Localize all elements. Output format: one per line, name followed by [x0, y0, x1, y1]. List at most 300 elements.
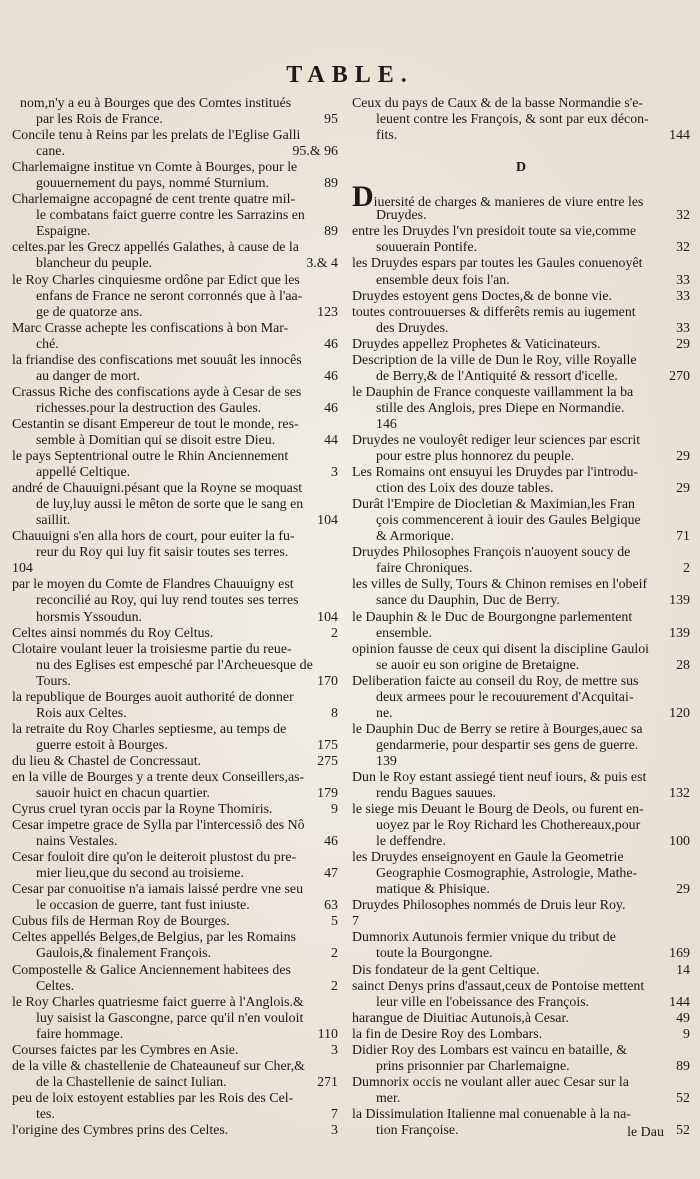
index-entry-line — [12, 144, 338, 160]
page-reference: 46 — [324, 336, 338, 352]
entry-text: toute la Bourgongne. — [376, 946, 493, 962]
page-reference: 123 — [317, 304, 338, 320]
entry-text: le occasion de guerre, tant fust iniuste. — [36, 898, 250, 914]
entry-text: Charlemaigne accopagné de cent trente quatre mil- — [12, 192, 296, 208]
index-entry-line — [12, 513, 338, 529]
index-entry-line — [12, 208, 338, 224]
index-entry-line — [12, 417, 338, 433]
entry-text: Deliberation faicte au conseil du Roy, de mettre sus — [352, 673, 639, 689]
index-entry-line — [352, 722, 690, 738]
index-entry-line — [12, 481, 338, 497]
entry-text: peu de loix estoyent establies par les Rois des Cel- — [12, 1090, 294, 1106]
entry-text: 7 — [352, 914, 359, 930]
entry-text: gendarmerie, pour despartir ses gens de guerre. — [376, 737, 639, 753]
index-entry-line — [352, 706, 690, 722]
entry-text: uoyez par le Roy Richard les Chothereaux,pour — [376, 818, 641, 834]
index-entry-line — [352, 882, 690, 898]
entry-text: Druydes. — [376, 208, 427, 224]
entry-text: la friandise des confiscations met souuât les innocês — [12, 352, 302, 368]
index-entry-line — [352, 1011, 690, 1027]
page-reference: 89 — [324, 224, 338, 240]
entry-text: ensemble. — [376, 625, 432, 641]
index-entry-line — [352, 481, 690, 497]
index-entry-line — [352, 626, 690, 642]
page-reference: 46 — [324, 368, 338, 384]
entry-text: Druydes estoyent gens Doctes,& de bonne vie. — [352, 288, 613, 304]
index-entry-line — [12, 1107, 338, 1123]
index-entry-line — [12, 305, 338, 321]
index-entry-line — [12, 353, 338, 369]
entry-text: Dis fondateur de la gent Celtique. — [352, 962, 540, 978]
entry-text: Espaigne. — [36, 224, 91, 240]
entry-text: ché. — [36, 336, 59, 352]
index-entry-line — [352, 561, 690, 577]
index-entry-line — [12, 465, 338, 481]
page-reference: 170 — [317, 673, 338, 689]
index-entry-line — [352, 834, 690, 850]
index-entry-line — [12, 754, 338, 770]
entry-text: D — [515, 160, 527, 176]
entry-text: le Dauphin & le Duc de Bourgongne parlementent — [352, 609, 633, 625]
page-reference: 44 — [324, 432, 338, 448]
index-entry-line — [12, 160, 338, 176]
index-entry-line — [352, 593, 690, 609]
entry-text: Concile tenu à Reins par les prelats de l'Eglise Galli — [12, 128, 301, 144]
entry-text: Les Romains ont ensuyui les Druydes par l'introdu- — [352, 465, 639, 481]
page-reference: 29 — [676, 336, 690, 352]
index-entry-line — [12, 192, 338, 208]
page-reference: 33 — [676, 320, 690, 336]
entry-text: Cubus fils de Herman Roy de Bourges. — [12, 914, 230, 930]
entry-text: Clotaire voulant leuer la troisiesme partie du reue- — [12, 641, 292, 657]
page-reference: 63 — [324, 898, 338, 914]
page-reference: 3 — [331, 465, 338, 481]
entry-text: 139 — [376, 753, 397, 769]
entry-text: 104 — [12, 561, 33, 577]
index-entry-line — [12, 898, 338, 914]
entry-text: Cesar impetre grace de Sylla par l'intercessiô des Nô — [12, 818, 305, 834]
entry-text: celtes.par les Grecz appellés Galathes, à cause de la — [12, 240, 299, 256]
index-entry-line — [352, 289, 690, 305]
entry-text: mier lieu,que du second au troisieme. — [36, 866, 244, 882]
index-entry-line — [12, 610, 338, 626]
index-entry-line — [352, 1091, 690, 1107]
index-entry-line — [12, 128, 338, 144]
entry-text: de Berry,& de l'Antiquité & ressort d'icelle. — [376, 368, 618, 384]
entry-text: Didier Roy des Lombars est vaincu en bataille, & — [352, 1042, 628, 1058]
index-entry-line — [352, 914, 690, 930]
entry-text: mer. — [376, 1090, 401, 1106]
page-reference: 104 — [317, 513, 338, 529]
index-entry-line — [352, 385, 690, 401]
index-entry-line — [352, 305, 690, 321]
page-reference: 46 — [324, 400, 338, 416]
entry-text: cane. — [36, 144, 65, 160]
index-entry-line — [352, 160, 690, 176]
page-reference: 29 — [676, 882, 690, 898]
entry-text: Druydes Philosophes nommés de Druis leur Roy. — [352, 898, 626, 914]
index-entry-line — [352, 610, 690, 626]
entry-text: de luy,luy aussi le mêton de sorte que le sang en — [36, 497, 304, 513]
index-entry-line — [352, 658, 690, 674]
entry-text: le pays Septentrional outre le Rhin Anciennement — [12, 449, 289, 465]
entry-text: horsmis Yssoudun. — [36, 609, 142, 625]
entry-text: Dun le Roy estant assiegé tient neuf iours, & puis est — [352, 769, 647, 785]
index-entry-line — [12, 1043, 338, 1059]
entry-text: enfans de France ne seront corronnés que à l'aa- — [36, 288, 303, 304]
page-reference: 144 — [669, 128, 690, 144]
index-entry-line — [12, 642, 338, 658]
index-entry-line — [352, 417, 690, 433]
entry-text: par le moyen du Comte de Flandres Chauuigny est — [12, 577, 294, 593]
page-reference: 270 — [669, 368, 690, 384]
entry-text: ensemble deux fois l'an. — [376, 272, 510, 288]
index-entry-line — [352, 995, 690, 1011]
page-reference: 3.& 4 — [306, 256, 338, 272]
index-entry-line — [12, 850, 338, 866]
page-reference: 110 — [317, 1026, 338, 1042]
index-entry-line — [12, 112, 338, 128]
entry-text: saillit. — [36, 513, 71, 529]
index-entry-line — [12, 770, 338, 786]
entry-text: Marc Crasse achepte les confiscations à bon Mar- — [12, 320, 289, 336]
page-reference: 89 — [324, 176, 338, 192]
entry-text: Diuersité de charges & manieres de viure entre les — [352, 180, 644, 214]
index-entry-line — [352, 433, 690, 449]
entry-text: ction des Loix des douze tables. — [376, 481, 554, 497]
entry-text: Druydes Philosophes François n'auoyent soucy de — [352, 545, 631, 561]
page-reference: 52 — [676, 1123, 690, 1138]
page-reference: 95 — [324, 112, 338, 128]
page-reference: 5 — [331, 914, 338, 930]
entry-text: toutes controuuerses & differêts remis au iugement — [352, 304, 636, 320]
entry-text: luy saisist la Gascongne, parce qu'il n'en vouloit — [36, 1010, 304, 1026]
index-entry-line — [352, 96, 690, 112]
index-entry-line — [352, 770, 690, 786]
page-reference: 28 — [676, 657, 690, 673]
index-entry-line — [12, 802, 338, 818]
entry-text: le combatans faict guerre contre les Sarrazins en — [36, 208, 305, 224]
index-entry-line — [352, 1027, 690, 1043]
index-entry-line — [12, 369, 338, 385]
entry-text: nains Vestales. — [36, 834, 118, 850]
page-reference: 29 — [676, 449, 690, 465]
index-entry-line — [352, 866, 690, 882]
entry-text: pour estre plus honnorez du peuple. — [376, 449, 575, 465]
entry-text: Dumnorix Autunois fermier vnique du tribut de — [352, 930, 616, 946]
index-entry-line — [12, 449, 338, 465]
entry-text: harangue de Diuitiac Autunois,à Cesar. — [352, 1010, 569, 1026]
entry-text: Druydes ne vouloyêt rediger leur sciences par escrit — [352, 432, 641, 448]
entry-text: Celtes appellés Belges,de Belgius, par les Romains — [12, 930, 296, 946]
index-entry-line — [352, 786, 690, 802]
index-entry-line — [352, 754, 690, 770]
page-reference: 33 — [676, 272, 690, 288]
index-entry-line — [12, 497, 338, 513]
index-entry-line — [352, 690, 690, 706]
entry-text: leuent contre les François, & sont par eux décon- — [376, 112, 649, 128]
page-reference: 179 — [317, 786, 338, 802]
index-entry-line — [352, 144, 690, 160]
entry-text: sainct Denys prins d'assaut,ceux de Pontoise mettent — [352, 978, 645, 994]
page-reference: 132 — [669, 786, 690, 802]
entry-text: 146 — [376, 416, 397, 432]
entry-text: au danger de mort. — [36, 368, 141, 384]
entry-text: opinion fausse de ceux qui disent la discipline Gauloi — [352, 641, 650, 657]
entry-text: gouuernement du pays, nommé Sturnium. — [36, 176, 270, 192]
index-entry-line — [352, 642, 690, 658]
entry-text: souuerain Pontife. — [376, 240, 478, 256]
page-reference: 271 — [317, 1074, 338, 1090]
page-reference: 52 — [676, 1090, 690, 1106]
index-entry-line — [12, 963, 338, 979]
index-entry-line — [12, 433, 338, 449]
page-reference: 275 — [317, 753, 338, 769]
index-entry-line — [12, 979, 338, 995]
entry-text: Ceux du pays de Caux & de la basse Normandie s'e- — [352, 96, 644, 111]
index-entry-line — [12, 1011, 338, 1027]
entry-text: Rois aux Celtes. — [36, 705, 127, 721]
entry-text: la retraite du Roy Charles septiesme, au temps de — [12, 721, 287, 737]
index-entry-line — [12, 1059, 338, 1075]
page-reference: 9 — [331, 802, 338, 818]
page-reference: 71 — [676, 529, 690, 545]
index-entry-line — [12, 289, 338, 305]
entry-text: Cyrus cruel tyran occis par la Royne Thomiris. — [12, 802, 273, 818]
page-reference: 32 — [676, 240, 690, 256]
index-entry-line — [12, 1123, 338, 1139]
index-entry-line — [352, 465, 690, 481]
entry-text: prins prisonnier par Charlemaigne. — [376, 1058, 570, 1074]
page-reference: 29 — [676, 481, 690, 497]
entry-text: l'origine des Cymbres prins des Celtes. — [12, 1123, 229, 1138]
page-title: TABLE. — [286, 62, 414, 88]
entry-text: Gaulois,& finalement François. — [36, 946, 212, 962]
entry-text: stille des Anglois, pres Diepe en Normandie. — [376, 400, 625, 416]
index-entry-line — [12, 96, 338, 112]
index-entry-line — [12, 786, 338, 802]
index-entry-line — [352, 449, 690, 465]
page-reference: 100 — [669, 834, 690, 850]
index-entry-line — [12, 818, 338, 834]
index-entry-line — [12, 273, 338, 289]
index-entry-line — [352, 898, 690, 914]
index-entry-line — [352, 401, 690, 417]
index-entry-line — [12, 224, 338, 240]
index-entry-line — [352, 321, 690, 337]
index-entry-line — [352, 176, 690, 192]
index-entry-line — [352, 577, 690, 593]
index-entry-line — [352, 979, 690, 995]
page-reference: 33 — [676, 288, 690, 304]
entry-text: richesses.pour la destruction des Gaules. — [36, 400, 262, 416]
entry-text: ge de quatorze ans. — [36, 304, 143, 320]
index-entry-line — [352, 273, 690, 289]
entry-text: tes. — [36, 1106, 55, 1122]
entry-text: deux armees pour le recouurement d'Acquitai- — [376, 689, 634, 705]
entry-text: le deffendre. — [376, 834, 446, 850]
index-entry-line — [12, 1027, 338, 1043]
index-entry-line — [352, 946, 690, 962]
index-entry-line — [352, 128, 690, 144]
page-reference: 46 — [324, 834, 338, 850]
index-entry-line — [352, 738, 690, 754]
index-entry-line — [352, 224, 690, 240]
entry-text: nu des Eglises est empesché par l'Archeuesque de — [36, 657, 313, 673]
index-entry-line — [12, 561, 338, 577]
entry-text: tion Françoise. — [376, 1123, 459, 1138]
index-entry-line — [352, 369, 690, 385]
index-entry-line — [352, 513, 690, 529]
page-reference: 144 — [669, 994, 690, 1010]
entry-text: se auoir eu son origine de Bretaigne. — [376, 657, 580, 673]
entry-text: des Druydes. — [376, 320, 449, 336]
entry-text: semble à Domitian qui se disoit estre Dieu. — [36, 432, 276, 448]
page-reference: 2 — [331, 978, 338, 994]
index-entry-line — [12, 593, 338, 609]
catchword: le Dau — [627, 1125, 664, 1140]
entry-text: le Roy Charles cinquiesme ordône par Edict que les — [12, 272, 300, 288]
page-reference: 3 — [331, 1123, 338, 1138]
entry-text: appellé Celtique. — [36, 465, 131, 481]
index-entry-line — [12, 946, 338, 962]
index-entry-line — [12, 545, 338, 561]
index-entry-line — [12, 385, 338, 401]
page-reference: 104 — [317, 609, 338, 625]
index-entry-line — [12, 1091, 338, 1107]
index-entry-line — [12, 930, 338, 946]
entry-text: reur du Roy qui luy fit saisir toutes ses terres. — [36, 545, 289, 561]
index-entry-line — [352, 930, 690, 946]
index-entry-line — [352, 208, 690, 224]
page-reference: 47 — [324, 866, 338, 882]
entry-text: & Armorique. — [376, 529, 454, 545]
entry-text: sauoir huict en chacun quartier. — [36, 786, 210, 802]
entry-text: le Roy Charles quatriesme faict guerre à l'Anglois.& — [12, 994, 304, 1010]
index-entry-line — [12, 882, 338, 898]
entry-text: rendu Bagues sauues. — [376, 786, 496, 802]
entry-text: nom,n'y a eu à Bourges que des Comtes institués — [20, 96, 292, 111]
index-entry-line — [12, 690, 338, 706]
entry-text: Celtes ainsi nommés du Roy Celtus. — [12, 625, 214, 641]
entry-text: du lieu & Chastel de Concressaut. — [12, 753, 202, 769]
index-entry-line — [352, 337, 690, 353]
index-entry-line — [12, 626, 338, 642]
index-entry-line — [12, 706, 338, 722]
entry-text: les Druydes espars par toutes les Gaules conuenoyêt — [352, 256, 643, 272]
index-entry-line — [352, 674, 690, 690]
page-reference: 95.& 96 — [292, 144, 338, 160]
index-entry-line — [352, 963, 690, 979]
index-entry-line — [12, 866, 338, 882]
entry-text: la republique de Bourges auoit authorité de donner — [12, 689, 294, 705]
index-entry-line — [12, 722, 338, 738]
entry-text: Description de la ville de Dun le Roy, ville Royalle — [352, 352, 637, 368]
entry-text: Cesar fouloit dire qu'on le deiteroit plustost du pre- — [12, 850, 297, 866]
index-entry-line — [352, 353, 690, 369]
entry-text: les villes de Sully, Tours & Chinon remises en l'obeif — [352, 577, 648, 593]
entry-text: andré de Chauuigni.pésant que la Royne se moquast — [12, 481, 303, 497]
index-entry-line — [12, 529, 338, 545]
page-reference: 9 — [683, 1026, 690, 1042]
page-reference: 14 — [676, 962, 690, 978]
entry-text: entre les Druydes l'vn presidoit toute sa vie,comme — [352, 224, 637, 240]
index-entry-line — [12, 674, 338, 690]
page-reference: 8 — [331, 705, 338, 721]
entry-text: Crassus Riche des confiscations ayde à Cesar de ses — [12, 384, 302, 400]
page-reference: 139 — [669, 625, 690, 641]
page-reference: 120 — [669, 705, 690, 721]
index-entry-line — [352, 850, 690, 866]
index-entry-line — [352, 545, 690, 561]
index-entry-line — [352, 1107, 690, 1123]
entry-text: la fin de Desire Roy des Lombars. — [352, 1026, 543, 1042]
index-entry-line — [352, 180, 690, 214]
page-reference: 49 — [676, 1010, 690, 1026]
entry-text: Cestantin se disant Empereur de tout le monde, res- — [12, 416, 299, 432]
entry-text: Celtes. — [36, 978, 75, 994]
entry-text: matique & Phisique. — [376, 882, 490, 898]
index-column-left — [12, 96, 338, 1139]
entry-text: çois commencerent à iouir des Gaules Belgique — [376, 513, 641, 529]
entry-text: Geographie Cosmographie, Astrologie, Mathe- — [376, 866, 638, 882]
entry-text: Dumnorix occis ne voulant aller auec Cesar sur la — [352, 1074, 629, 1090]
index-entry-line — [352, 1059, 690, 1075]
entry-text: reconcilié au Roy, qui luy rend toutes ses terres — [36, 593, 299, 609]
entry-text: ne. — [376, 705, 393, 721]
index-entry-line — [12, 321, 338, 337]
entry-text: sance du Dauphin, Duc de Berry. — [376, 593, 560, 609]
entry-text: en la ville de Bourges y a trente deux Conseillers,as- — [12, 769, 305, 785]
index-entry-line — [352, 1043, 690, 1059]
index-entry-line — [12, 834, 338, 850]
index-entry-line — [12, 176, 338, 192]
index-entry-line — [352, 529, 690, 545]
page-reference: 89 — [676, 1058, 690, 1074]
index-entry-line — [12, 240, 338, 256]
index-entry-line — [352, 802, 690, 818]
index-entry-line — [12, 401, 338, 417]
index-entry-line — [12, 995, 338, 1011]
entry-text: blancheur du peuple. — [36, 256, 153, 272]
page-reference: 2 — [331, 625, 338, 641]
index-entry-line — [352, 112, 690, 128]
entry-text: les Druydes enseignoyent en Gaule la Geometrie — [352, 850, 624, 866]
entry-text: par les Rois de France. — [36, 112, 163, 128]
index-entry-line — [12, 256, 338, 272]
page-reference: 139 — [669, 593, 690, 609]
entry-text: guerre estoit à Bourges. — [36, 737, 168, 753]
index-entry-line — [352, 818, 690, 834]
index-entry-line — [12, 1075, 338, 1091]
page-reference: 3 — [331, 1042, 338, 1058]
page-reference: 2 — [683, 561, 690, 577]
page-reference: 175 — [317, 737, 338, 753]
index-entry-line — [352, 256, 690, 272]
entry-text: de la Chastellenie de sainct Iulian. — [36, 1074, 227, 1090]
entry-text: Charlemaigne institue vn Comte à Bourges, pour le — [12, 160, 298, 176]
page-reference: 32 — [676, 208, 690, 224]
index-column-right — [352, 96, 690, 1139]
entry-text: Druydes appellez Prophetes & Vaticinateurs. — [352, 336, 601, 352]
page-reference: 169 — [669, 946, 690, 962]
entry-text: faire hommage. — [36, 1026, 124, 1042]
entry-text: le Dauphin Duc de Berry se retire à Bourges,auec sa — [352, 721, 643, 737]
index-entry-line — [12, 658, 338, 674]
entry-text: faire Chroniques. — [376, 561, 473, 577]
index-entry-line — [12, 738, 338, 754]
page-reference: 7 — [331, 1106, 338, 1122]
